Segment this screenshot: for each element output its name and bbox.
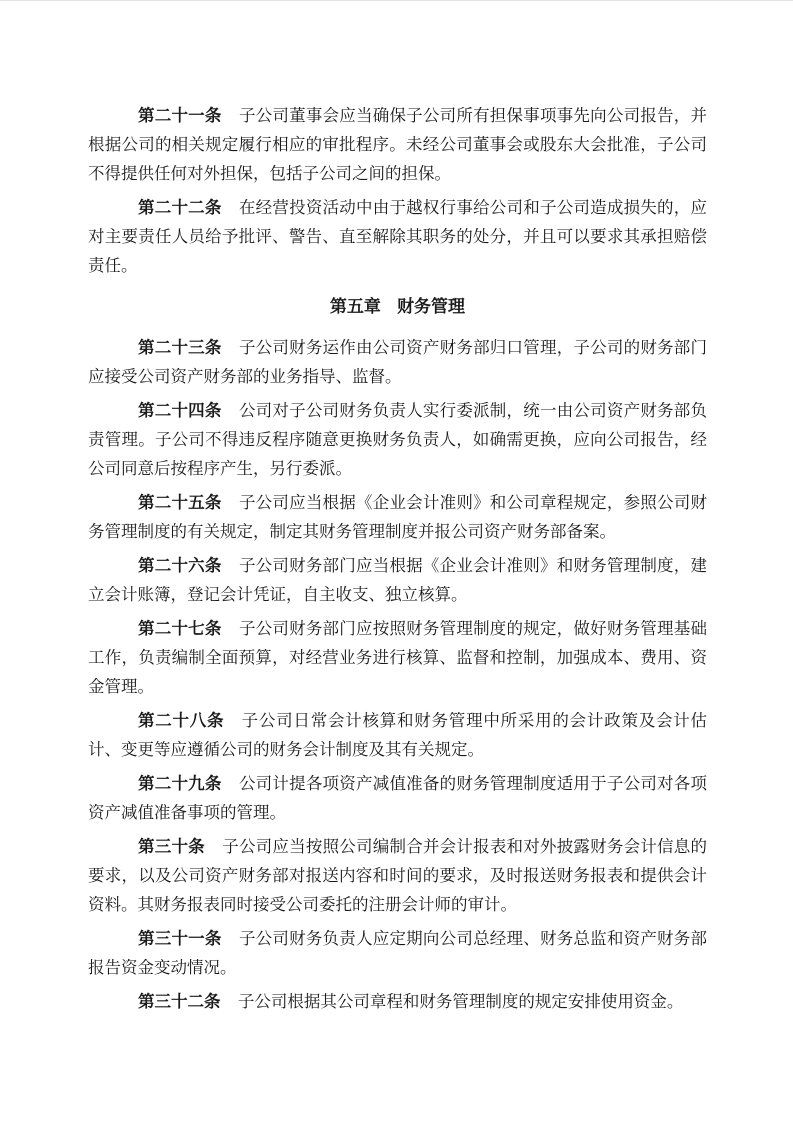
article-paragraph [88, 396, 707, 483]
chapter-number: 第五章 [329, 297, 381, 316]
article-number: 第二十一条 [138, 106, 222, 125]
article-text: 子公司财务运作由公司资产财务部归口管理，子公司的财务部门应接受公司资产财务部的业务指导、监督。 [88, 338, 708, 386]
article-text: 子公司财务负责人应定期向公司总经理、财务总监和资产财务部报告资金变动情况。 [88, 929, 708, 977]
article-paragraph [88, 769, 707, 827]
article-paragraph [88, 924, 707, 982]
article-text: 子公司财务部门应当根据《企业会计准则》和财务管理制度，建立会计账簿，登记会计凭证，自主收支、独立核算。 [88, 556, 708, 604]
article-number: 第二十三条 [138, 338, 222, 357]
article-number: 第二十七条 [138, 619, 222, 638]
article-text: 子公司日常会计核算和财务管理中所采用的会计政策及会计估计、变更等应遵循公司的财务会计制度及其有关规定。 [88, 711, 708, 759]
article-paragraph [88, 488, 707, 546]
article-number: 第三十二条 [138, 992, 221, 1011]
article-text: 在经营投资活动中由于越权行事给公司和子公司造成损失的，应对主要责任人员给予批评、警告、直至解除其职务的处分，并且可以要求其承担赔偿责任。 [88, 198, 708, 275]
article-text: 公司计提各项资产减值准备的财务管理制度适用于子公司对各项资产减值准备事项的管理。 [88, 774, 708, 822]
article-number: 第二十九条 [138, 774, 222, 793]
article-paragraph [88, 832, 707, 919]
article-paragraph [88, 987, 707, 1016]
article-text: 子公司董事会应当确保子公司所有担保事项事先向公司报告，并根据公司的相关规定履行相应的审批程序。未经公司董事会或股东大会批准，子公司不得提供任何对外担保，包括子公司之间的担保。 [88, 106, 708, 183]
article-number: 第三十条 [138, 837, 205, 856]
article-text: 公司对子公司财务负责人实行委派制，统一由公司资产财务部负责管理。子公司不得违反程序随意更换财务负责人，如确需更换，应向公司报告，经公司同意后按程序产生，另行委派。 [88, 401, 708, 478]
article-paragraph [88, 706, 707, 764]
article-text: 子公司应当根据《企业会计准则》和公司章程规定，参照公司财务管理制度的有关规定，制定其财务管理制度并报公司资产财务部备案。 [88, 493, 708, 541]
article-number: 第二十六条 [138, 556, 222, 575]
chapter-title: 财务管理 [397, 297, 466, 316]
article-paragraph [88, 333, 707, 391]
article-text: 子公司财务部门应按照财务管理制度的规定，做好财务管理基础工作，负责编制全面预算，对经营业务进行核算、监督和控制，加强成本、费用、资金管理。 [88, 619, 708, 696]
article-number: 第二十八条 [138, 711, 225, 730]
article-paragraph [88, 614, 707, 701]
article-number: 第二十二条 [138, 198, 222, 217]
article-paragraph [88, 551, 707, 609]
article-number: 第二十四条 [138, 401, 222, 420]
chapter-heading [88, 292, 707, 321]
article-number: 第三十一条 [138, 929, 222, 948]
article-text: 子公司根据其公司章程和财务管理制度的规定安排使用资金。 [237, 992, 684, 1011]
article-text: 子公司应当按照公司编制合并会计报表和对外披露财务会计信息的要求，以及公司资产财务部对报送内容和时间的要求，及时报送财务报表和提供会计资料。其财务报表同时接受公司委托的注册会计师的审计。 [88, 837, 708, 914]
article-paragraph [88, 101, 707, 188]
article-paragraph [88, 193, 707, 280]
article-number: 第二十五条 [138, 493, 222, 512]
document-body [88, 101, 707, 1016]
